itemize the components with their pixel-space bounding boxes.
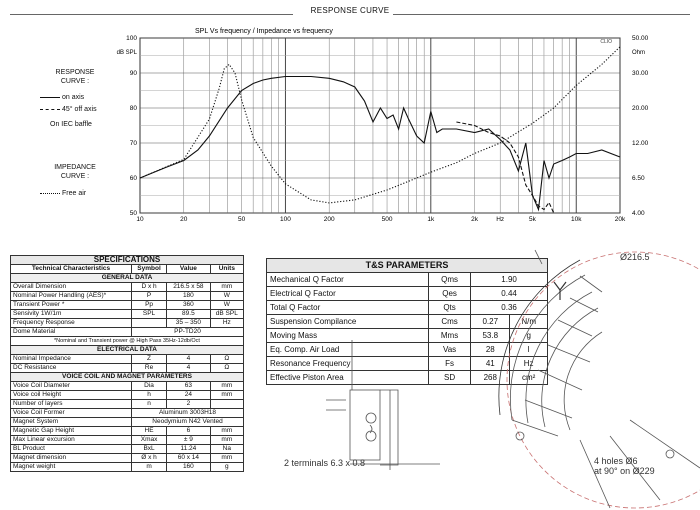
spec-cell-unit: mm [210,382,243,391]
ts-cell-symbol: Mms [428,329,470,343]
spec-cell-unit: Na [210,445,243,454]
spec-cell-value: 4 [167,364,211,373]
spec-cell-value: 4 [167,355,211,364]
spec-cell-symbol: Re [132,364,167,373]
spec-column-header: Symbol [132,265,167,274]
spec-column-header: Technical Characteristics [11,265,132,274]
x-tick-label: 10 [136,216,144,223]
spec-cell-unit: mm [210,436,243,445]
spec-cell-name: Number of layers [11,400,132,409]
spec-cell-symbol: P [132,292,167,301]
spec-cell-value: 216.5 x 58 [167,283,211,292]
x-tick-label: 50 [238,216,246,223]
ts-cell-value: 0.44 [471,287,548,301]
spec-cell-symbol: h [132,391,167,400]
clio-mark: CLIO [600,39,612,45]
spec-cell-name: Transient Power * [11,301,132,310]
spec-row [11,418,244,427]
spec-row [11,301,244,310]
spec-cell-unit: W [210,301,243,310]
free-air-label: Free air [62,190,87,197]
ts-cell-symbol: Qts [428,301,470,315]
ts-cell-unit: cm² [510,371,548,385]
spec-header-row [11,265,244,274]
y-tick-label-right: 4.00 [632,210,645,217]
spec-cell-value: 180 [167,292,211,301]
ts-cell-symbol: Qms [428,273,470,287]
spec-cell-unit: mm [210,283,243,292]
specifications-table [10,255,244,472]
y-tick-label-left: 80 [129,105,137,112]
response-curve-label: RESPONSE CURVE : [55,69,95,85]
spec-row [11,409,244,418]
y-tick-label-left: 50 [129,210,137,217]
spec-row [11,283,244,292]
spec-row [11,382,244,391]
spec-cell-name: Magnetic Gap Height [11,427,132,436]
spec-cell-value: 2 [167,400,211,409]
spec-cell-name: Frequency Response [11,319,132,328]
ts-cell-value: 28 [471,343,510,357]
spec-cell-symbol: Pp [132,301,167,310]
y-axis-label-left: dB SPL [116,50,137,56]
y-tick-label-left: 70 [129,140,137,147]
y-tick-label-left: 60 [129,175,137,182]
spec-cell-name: Magnet dimension [11,454,132,463]
ts-cell-name: Electrical Q Factor [267,287,429,301]
spec-cell-unit: dB SPL [210,310,243,319]
spec-row [11,310,244,319]
spec-row [11,436,244,445]
spec-cell-name: Max Linear excursion [11,436,132,445]
spec-cell-value: 6 [167,427,211,436]
x-tick-label: 5k [529,216,536,223]
spec-cell-name: Voice Coil Former [11,409,132,418]
x-tick-label: 10k [570,216,582,223]
spec-cell-symbol: BxL [132,445,167,454]
spec-group-label: ELECTRICAL DATA [11,346,244,355]
spec-cell-value: Aluminum 3003H18 [132,409,244,418]
spec-note: *Nominal and Transient power @ High Pass 35Hz-12db/Oct [11,337,244,346]
spec-group-row [11,274,244,283]
ts-cell-name: Effective Piston Area [267,371,429,385]
spec-cell-symbol: Xmax [132,436,167,445]
y-tick-label-right: 50.00 [632,35,649,42]
ts-cell-value: 41 [471,357,510,371]
spec-title-row [11,256,244,265]
ts-cell-unit: l [510,343,548,357]
spec-note-row [11,337,244,346]
ts-cell-value: 268 [471,371,510,385]
ts-cell-symbol: Vas [428,343,470,357]
response-chart [0,0,700,240]
spec-cell-symbol: m [132,463,167,472]
spec-cell-value: 35 – 350 [167,319,211,328]
terminals-annotation: 2 terminals 6.3 x 0.8 [284,458,366,468]
spec-row [11,319,244,328]
x-tick-label: 2k [471,216,479,223]
spec-row [11,364,244,373]
spec-cell-unit: mm [210,454,243,463]
spec-row [11,292,244,301]
spec-cell-name: BL Product [11,445,132,454]
impedance-curve-label: IMPEDANCE CURVE : [54,164,96,180]
ts-cell-symbol: SD [428,371,470,385]
x-tick-label: Hz [496,216,505,223]
off-axis-label: 45° off axis [62,106,97,113]
spec-cell-value: 160 [167,463,211,472]
spec-cell-name: Nominal Impedance [11,355,132,364]
spec-group-row [11,373,244,382]
ts-title: T&S PARAMETERS [267,259,548,273]
spec-cell-name: Magnet System [11,418,132,427]
spec-row [11,355,244,364]
spec-cell-unit: Hz [210,319,243,328]
spec-cell-name: Magnet weight [11,463,132,472]
ts-cell-name: Eq. Comp. Air Load [267,343,429,357]
x-tick-label: 1k [427,216,435,223]
spec-cell-unit: Ω [210,364,243,373]
ts-cell-unit: g [510,329,548,343]
x-tick-label: 20k [614,216,626,223]
spec-cell-unit: g [210,463,243,472]
ts-cell-value: 53.8 [471,329,510,343]
spec-cell-value: 63 [167,382,211,391]
spec-cell-symbol: D x h [132,283,167,292]
spec-cell-unit: Ω [210,355,243,364]
spec-cell-value: 60 x 14 [167,454,211,463]
ts-cell-unit: Hz [510,357,548,371]
spec-cell-name: Sensivity 1W/1m [11,310,132,319]
spec-group-row [11,346,244,355]
ts-cell-symbol: Cms [428,315,470,329]
ts-cell-name: Resonance Frequency [267,357,429,371]
spec-cell-symbol: n [132,400,167,409]
iec-baffle-label: On IEC baffle [50,121,92,128]
spec-column-header: Value [167,265,211,274]
spec-cell-unit [210,400,243,409]
ts-cell-symbol: Qes [428,287,470,301]
section-title: RESPONSE CURVE [310,6,390,15]
spec-cell-unit: mm [210,391,243,400]
spec-row [11,328,244,337]
ts-cell-name: Moving Mass [267,329,429,343]
spec-row [11,391,244,400]
y-tick-label-right: 20.00 [632,105,649,112]
spec-column-header: Units [210,265,243,274]
spec-cell-symbol: Dia [132,382,167,391]
y-axis-label-right: Ohm [632,50,646,56]
spec-row [11,400,244,409]
ts-cell-name: Total Q Factor [267,301,429,315]
mounting-holes-annotation: 4 holes Ø6 at 90° on Ø229 [594,456,655,476]
spec-row [11,463,244,472]
y-tick-label-left: 100 [126,35,137,42]
y-tick-label-right: 12.00 [632,140,649,147]
diameter-annotation: Ø216.5 [620,252,650,262]
x-tick-label: 100 [279,216,291,223]
spec-cell-symbol: SPL [132,310,167,319]
spec-cell-symbol: HE [132,427,167,436]
spec-group-label: GENERAL DATA [11,274,244,283]
spec-cell-symbol: Z [132,355,167,364]
y-tick-label-right: 30.00 [632,70,649,77]
ts-cell-name: Suspension Compilance [267,315,429,329]
spec-cell-value: PP-TD20 [132,328,244,337]
spec-title: SPECIFICATIONS [11,256,244,265]
x-tick-label: 200 [323,216,335,223]
spec-cell-symbol [132,319,167,328]
spec-row [11,454,244,463]
spec-cell-value: 11.24 [167,445,211,454]
spec-cell-unit: mm [210,427,243,436]
spec-cell-name: DC Resistance [11,364,132,373]
spec-group-label: VOICE COIL AND MAGNET PARAMETERS [11,373,244,382]
on-axis-label: on axis [62,94,85,101]
x-tick-label: 20 [180,216,188,223]
ts-cell-unit: N/m [510,315,548,329]
x-tick-label: 500 [381,216,393,223]
ts-cell-value: 0.36 [471,301,548,315]
ts-cell-symbol: Fs [428,357,470,371]
spec-cell-symbol: Ø x h [132,454,167,463]
spec-cell-name: Voice Coil Diameter [11,382,132,391]
spec-cell-value: Neodymium N42 Vented [132,418,244,427]
y-tick-label-right: 6.50 [632,175,645,182]
spec-cell-name: Nominal Power Handling (AES)* [11,292,132,301]
spec-cell-name: Overall Dimension [11,283,132,292]
spec-cell-name: Voice coil Height [11,391,132,400]
spec-row [11,427,244,436]
spec-cell-unit: W [210,292,243,301]
spec-cell-name: Dome Material [11,328,132,337]
spec-row [11,445,244,454]
chart-title: SPL Vs frequency / Impedance vs frequency [195,28,333,35]
spec-cell-value: 360 [167,301,211,310]
y-tick-label-left: 90 [129,70,137,77]
spec-cell-value: 24 [167,391,211,400]
ts-cell-name: Mechanical Q Factor [267,273,429,287]
ts-cell-value: 1.90 [471,273,548,287]
ts-cell-value: 0.27 [471,315,510,329]
spec-cell-value: 89.5 [167,310,211,319]
spec-cell-value: ± 9 [167,436,211,445]
